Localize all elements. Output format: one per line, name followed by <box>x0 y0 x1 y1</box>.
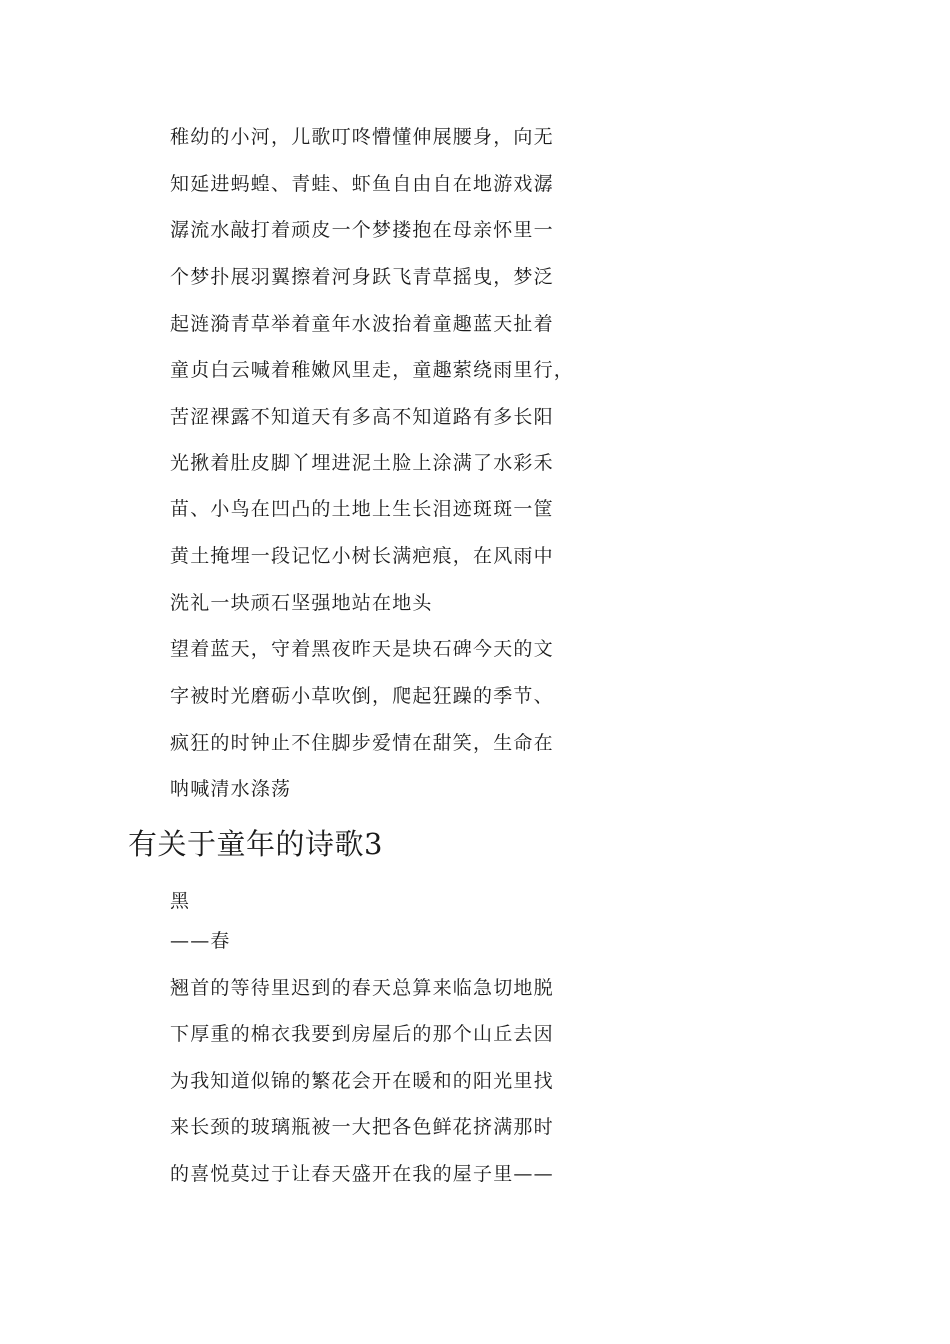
poem-line: 疯狂的时钟止不住脚步爱情在甜笑，生命在 <box>170 732 554 754</box>
poem-line: 起涟漪青草举着童年水波抬着童趣蓝天扯着 <box>170 313 554 335</box>
poem-author: 黑 <box>170 890 191 912</box>
poem-line: 黄土掩埋一段记忆小树长满疤痕，在风雨中 <box>170 545 554 567</box>
poem-line: 洗礼一块顽石坚强地站在地头 <box>170 592 433 614</box>
poem-line: 字被时光磨砺小草吹倒，爬起狂躁的季节、 <box>170 685 554 707</box>
poem-line: 个梦扑展羽翼擦着河身跃飞青草摇曳，梦泛 <box>170 266 554 288</box>
poem-line: 来长颈的玻璃瓶被一大把各色鲜花挤满那时 <box>170 1116 554 1138</box>
poem-line: 苦涩裸露不知道天有多高不知道路有多长阳 <box>170 406 554 428</box>
section-heading: 有关于童年的诗歌3 <box>128 827 383 861</box>
poem-line: 潺流水敲打着顽皮一个梦搂抱在母亲怀里一 <box>170 219 554 241</box>
poem-subtitle: ——春 <box>170 930 231 952</box>
poem-line: 为我知道似锦的繁花会开在暖和的阳光里找 <box>170 1070 554 1092</box>
poem-line: 童贞白云喊着稚嫩风里走，童趣萦绕雨里行， <box>170 359 575 381</box>
poem-line: 呐喊清水涤荡 <box>170 778 292 800</box>
poem-line: 翘首的等待里迟到的春天总算来临急切地脱 <box>170 977 554 999</box>
poem-line: 稚幼的小河，儿歌叮咚懵懂伸展腰身，向无 <box>170 126 554 148</box>
poem-line: 苗、小鸟在凹凸的土地上生长泪迹斑斑一筐 <box>170 498 554 520</box>
poem-line: 光揪着肚皮脚丫埋进泥土脸上涂满了水彩禾 <box>170 452 554 474</box>
poem-line: 的喜悦莫过于让春天盛开在我的屋子里—— <box>170 1163 554 1185</box>
poem-line: 望着蓝天，守着黑夜昨天是块石碑今天的文 <box>170 638 554 660</box>
poem-line: 知延进蚂蝗、青蛙、虾鱼自由自在地游戏潺 <box>170 173 554 195</box>
poem-line: 下厚重的棉衣我要到房屋后的那个山丘去因 <box>170 1023 554 1045</box>
